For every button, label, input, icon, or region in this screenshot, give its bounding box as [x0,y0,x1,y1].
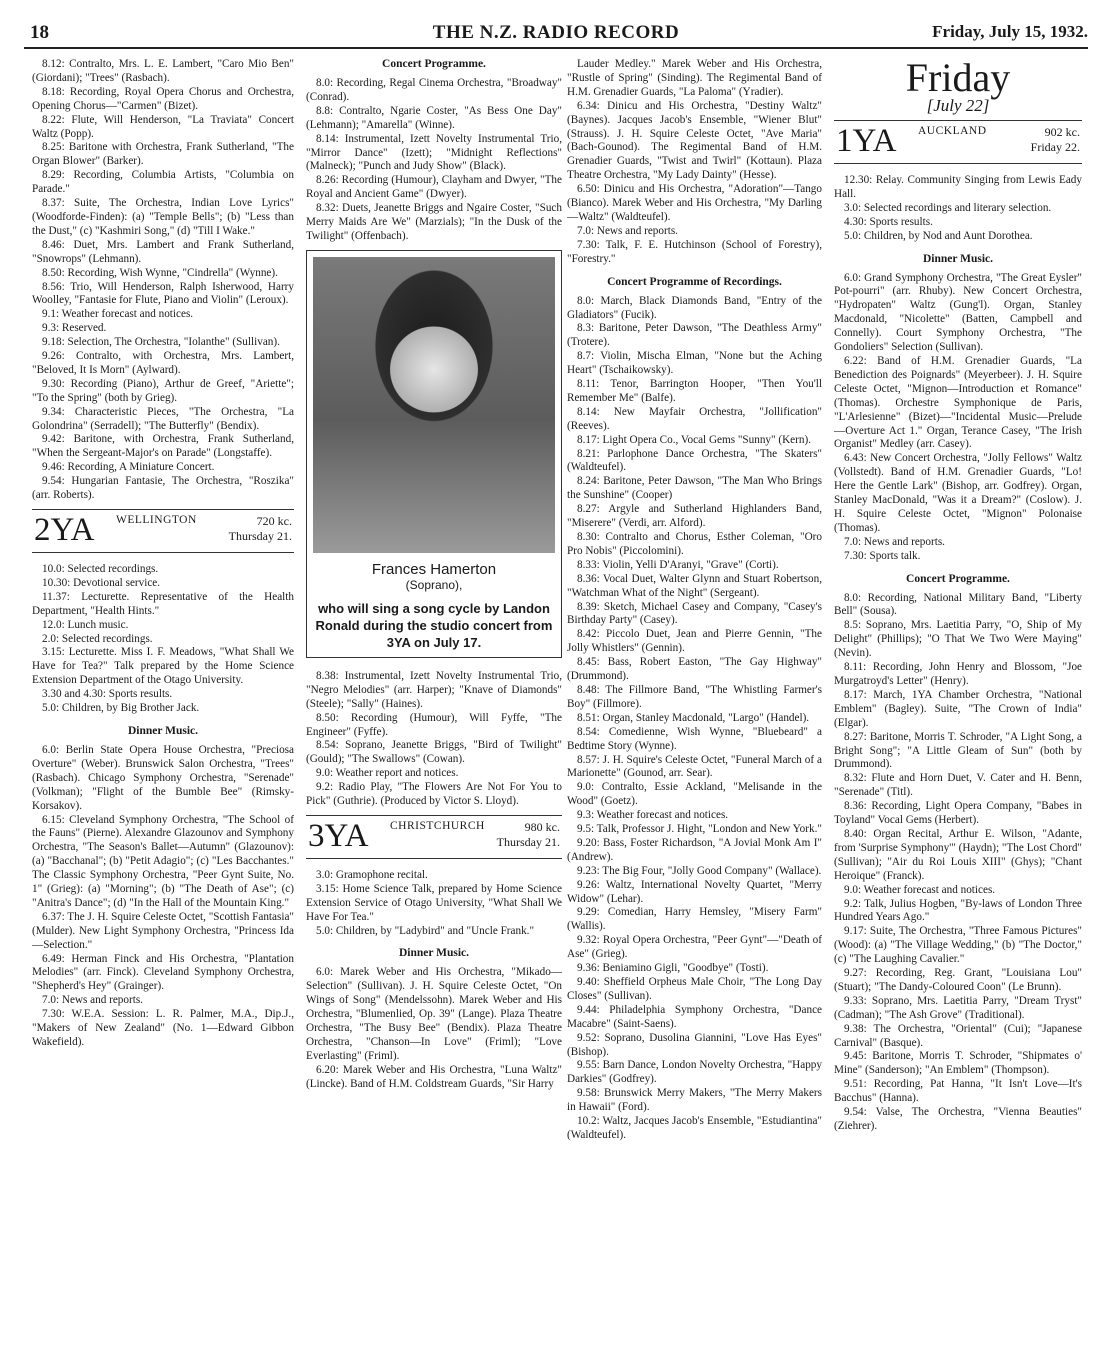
day-name: Friday [905,55,1011,100]
programme-item: 8.18: Recording, Royal Opera Chorus and Orchestra, Opening Chorus—"Carmen" (Bizet). [32,85,294,112]
section-heading: Dinner Music. [127,724,199,737]
station-call-sign: 2YA [34,512,95,548]
programme-item: 5.0: Children, by Nod and Aunt Dorothea. [844,229,1033,242]
programme-item: 6.20: Marek Weber and His Orchestra, "Luna Waltz" (Lincke). Band of H.M. Coldstream Guards, "Sir Harry [306,1063,562,1090]
programme-item: 8.57: J. H. Squire's Celeste Octet, "Funeral March of a Marionette" (Gounod, arr. Sear). [567,753,822,780]
programme-item: 6.37: The J. H. Squire Celeste Octet, "Scottish Fantasia" (Mulder). New Light Symphony Orchestra, "Princess Ida—Selection." [32,910,294,951]
listing-block [306,77,562,244]
listing-block [834,592,1082,1134]
programme-item: 9.51: Recording, Pat Hanna, "It Isn't Love—It's Bacchus" (Hanna). [834,1078,1082,1105]
programme-item: 8.54: Soprano, Jeanette Briggs, "Bird of Twilight" (Gould); "The Swallows" (Cowan). [306,739,562,766]
programme-item: 9.54: Hungarian Fantasie, The Orchestra, "Roszika" (arr. Roberts). [32,475,294,502]
section-heading: Concert Programme of Recordings. [607,275,782,288]
section-heading: Dinner Music. [922,252,994,265]
programme-item: 9.52: Soprano, Dusolina Giannini, "Love Has Eyes" (Bishop). [567,1031,822,1058]
programme-item: 8.36: Vocal Duet, Walter Glynn and Stuart Robertson, "Watchman What of the Night" (Sergeant). [567,572,822,599]
programme-item: 2.0: Selected recordings. [42,632,153,645]
programme-item: 8.22: Flute, Will Henderson, "La Traviata" Concert Waltz (Popp). [32,113,294,140]
programme-item: 3.15: Lecturette. Miss I. F. Meadows, "What Shall We Have for Tea?" Talk prepared by the Home Science Extension Department of the Otago University. [32,646,294,687]
programme-item: Lauder Medley." Marek Weber and His Orchestra, "Rustle of Spring" (Sinding). The Regimental Band of H.M. Grenadier Guards, "La Paloma" (Yradier). [567,58,822,98]
programme-item: 9.34: Characteristic Pieces, "The Orchestra, "La Golondrina" (Serradell); "The Butterfly" (Bendix). [32,405,294,432]
station-city: CHRISTCHURCH [390,819,485,832]
programme-item: 6.22: Band of H.M. Grenadier Guards, "La Benediction des Poignards" (Meyerbeer). J. H. Squire Celeste Octet, "Mignon—Introduction et Romance" (Thomas). Orchestre Symphonique de Paris, "L'Arlesienne" (Bizet)—"Incidental Music—Prelude—Overture Act 1." Organ, Terance Casey, "The Irish Organist" Medley (arr. Casey). [834,354,1082,451]
programme-item: 9.55: Barn Dance, London Novelty Orchestra, "Happy Darkies" (Godfrey). [567,1059,822,1086]
photo-voice: (Soprano), [405,577,463,592]
programme-item: 8.40: Organ Recital, Arthur E. Wilson, "Adante, from 'Surprise Symphony'" (Haydn); "The Lost Chord" (Sullivan); "Air du Roi Louis XIII" (Ghys); "Chant Heroique" (Franck). [834,827,1082,882]
programme-item: 9.32: Royal Opera Orchestra, "Peer Gynt"—"Death of Ase" (Grieg). [567,934,822,961]
programme-item: 3.0: Gramophone recital. [316,868,428,881]
programme-item: 8.5: Soprano, Mrs. Laetitia Parry, "O, Ship of My Delight" (Phillips); "O That We Two Were Maying" (Nevin). [834,619,1082,660]
header-rule [24,47,1088,49]
programme-item: 9.0: Contralto, Essie Ackland, "Melisande in the Wood" (Goetz). [567,781,822,808]
programme-item: 9.44: Philadelphia Symphony Orchestra, "Dance Macabre" (Saint-Saens). [567,1003,822,1030]
programme-item: 9.29: Comedian, Harry Hemsley, "Misery Farm" (Wallis). [567,906,822,933]
programme-item: 8.38: Instrumental, Izett Novelty Instrumental Trio, "Negro Melodies" (arr. Harper); "Knave of Diamonds" (Steele); "Sally" (Haines). [306,669,562,710]
programme-item: 9.0: Weather report and notices. [316,767,459,780]
programme-item: 5.0: Children, by "Ladybird" and "Uncle Frank." [316,924,535,937]
listing-block [834,272,1082,564]
day-date: [July 22] [926,96,990,115]
programme-item: 9.27: Recording, Reg. Grant, "Louisiana Lou" (Stuart); "The Dandy-Coloured Coon" (Le Brunn). [834,967,1082,993]
programme-item: 9.1: Weather forecast and notices. [42,308,194,321]
programme-item: 8.0: Recording, National Military Band, "Liberty Bell" (Sousa). [834,591,1082,618]
programme-item: 8.8: Contralto, Ngarie Coster, "As Bess One Day" (Lehmann); "Amarella" (Winne). [306,104,562,131]
station-city: WELLINGTON [116,514,197,526]
programme-item: 9.36: Beniamino Gigli, "Goodbye" (Tosti). [577,962,769,975]
programme-item: 10.30: Devotional service. [42,576,161,589]
listing-block [834,174,1082,244]
portrait-image [313,257,555,553]
programme-item: 8.24: Baritone, Peter Dawson, "The Man Who Brings the Sunshine" (Cooper) [567,475,822,502]
programme-item: 9.26: Waltz, International Novelty Quartet, "Merry Widow" (Lehar). [567,878,822,905]
programme-item: 8.29: Recording, Columbia Artists, "Columbia on Parade." [32,169,294,196]
programme-item: 3.0: Selected recordings and literary selection. [844,201,1052,214]
section-heading: Concert Programme. [906,572,1010,585]
listing-block [32,744,294,1050]
programme-item: 6.0: Grand Symphony Orchestra, "The Great Eysler" Pot-pourri" (arr. Rhuby). New Concert Orchestra, "Hydropaten" Waltz (Gung'l). Organ, Stanley Macdonald, "Nicolette" (Batten, Campbell and Connelly). Court Symphony Orchestra, "The Gondoliers" Selection (Sullivan). [834,271,1082,354]
programme-item: 8.50: Recording (Humour), Will Fyffe, "The Engineer" (Fyffe). [306,711,562,738]
programme-item: 9.17: Suite, The Orchestra, "Three Famous Pictures" (Wood): (a) "The Village Wedding," (b) "The Doctor," (c) "The Laughing Cavalier." [834,925,1082,966]
programme-item: 8.0: Recording, Regal Cinema Orchestra, "Broadway" (Conrad). [306,77,562,103]
programme-item: 9.18: Selection, The Orchestra, "Iolanthe" (Sullivan). [42,336,280,349]
programme-item: 8.37: Suite, The Orchestra, Indian Love Lyrics" (Woodforde-Finden): (a) "Temple Bells"; (b) "Less than the Dust," (c) "Kashmiri Song," (d) "Till I Wake." [32,197,294,237]
programme-item: 8.26: Recording (Humour), Clayham and Dwyer, "The Royal and Ancient Game" (Dwyer). [306,174,562,201]
programme-item: 8.50: Recording, Wish Wynne, "Cindrella" (Wynne). [42,266,278,279]
programme-item: 8.33: Violin, Yelli D'Aranyi, "Grave" (Corti). [577,558,779,571]
programme-item: 8.21: Parlophone Dance Orchestra, "The Skaters" (Waldteufel). [567,447,822,474]
column-4 [834,55,1082,1134]
newspaper-title: THE N.Z. RADIO RECORD [432,22,680,43]
programme-item: 9.46: Recording, A Miniature Concert. [42,461,215,474]
programme-item: 8.36: Recording, Light Opera Company, "Babes in Toyland" Vocal Gems (Herbert). [834,800,1082,827]
programme-item: 9.23: The Big Four, "Jolly Good Company" (Wallace). [577,864,822,877]
programme-item: 10.2: Waltz, Jacques Jacob's Ensemble, "Estudiantina" (Waldteufel). [567,1115,822,1141]
programme-item: 10.0: Selected recordings. [42,563,159,575]
programme-item: 9.20: Bass, Foster Richardson, "A Jovial Monk Am I" (Andrew). [567,836,822,863]
page-number: 18 [30,22,49,43]
programme-item: 9.26: Contralto, with Orchestra, Mrs. Lambert, "Beloved, It Is Morn" (Aylward). [32,350,294,376]
column-2 [306,58,562,1092]
station-header-2ya [32,509,294,553]
station-call-sign: 3YA [308,817,369,854]
programme-item: 9.58: Brunswick Merry Makers, "The Merry Makers in Hawaii" (Ford). [567,1087,822,1114]
programme-item: 8.3: Baritone, Peter Dawson, "The Deathless Army" (Trotere). [567,322,822,349]
listing-block [32,563,294,716]
programme-item: 5.0: Children, by Big Brother Jack. [42,702,200,715]
programme-item: 9.33: Soprano, Mrs. Laetitia Parry, "Dream Tryst" (Cadman); "The Ash Grove" (Traditional). [834,994,1082,1021]
programme-item: 3.30 and 4.30: Sports results. [42,688,173,701]
masthead [24,18,1088,48]
programme-item: 8.17: Light Opera Co., Vocal Gems "Sunny" (Kern). [577,433,811,446]
listing-block [306,966,562,1091]
section-heading: Concert Programme. [382,58,486,70]
listing-block [567,58,822,267]
programme-item: 8.56: Trio, Will Henderson, Ralph Isherwood, Harry Woolley, "Fantasie for Flute, Piano and Violin" (Leroux). [32,280,294,307]
programme-item: 7.0: News and reports. [42,994,143,1007]
programme-item: 6.0: Berlin State Opera House Orchestra, "Preciosa Overture" (Weber). Brunswick Salon Orchestra, "Trees" (Rasbach). Chicago Symphony Orchestra, "Serenade" (Volkman); "Flight of the Bumble Bee" (Rimsky-Korsakov). [32,743,294,812]
programme-item: 7.0: News and reports. [844,535,945,548]
station-city: AUCKLAND [918,125,987,137]
programme-item: 8.51: Organ, Stanley Macdonald, "Largo" (Handel). [577,711,810,724]
programme-item: 9.42: Baritone, with Orchestra, Frank Sutherland, "When the Sergeant-Major's on Parade" (Longstaffe). [32,433,294,460]
issue-date: Friday, July 15, 1932. [932,22,1088,41]
programme-item: 9.38: The Orchestra, "Oriental" (Cui); "Japanese Carnival" (Basque). [834,1022,1082,1049]
column-3 [567,58,822,1143]
listing-block [306,670,562,809]
programme-item: 8.11: Tenor, Barrington Hooper, "Then You'll Remember Me" (Balfe). [567,378,822,404]
programme-item: 8.48: The Fillmore Band, "The Whistling Farmer's Boy" (Fillmore). [567,683,822,710]
programme-item: 12.0: Lunch music. [42,618,129,631]
programme-item: 9.45: Baritone, Morris T. Schroder, "Shipmates o' Mine" (Sanderson); "An Emblem" (Thompson). [834,1050,1082,1077]
listing-block [32,58,294,503]
programme-item: 4.30: Sports results. [844,215,933,228]
programme-item: 6.15: Cleveland Symphony Orchestra, "The School of the Fauns" (Pierne). Alexandre Glazounov and Symphony Orchestra, "The Season's Ballet—Autumn" (Glazounov): (a) "Bacchanal"; (b) "Petit Adagio"; (c) "Les Bacchantes." The Classic Symphony Orchestra, "Peer Gynt Suite, No. 1" (Grieg): (a) "Morning"; (b) "The Death of Ase"; (c) "Anitra's Dance"; (d) "In the Hall of the Mountain King." [32,813,294,909]
programme-item: 3.15: Home Science Talk, prepared by Home Science Extension Service of Otago University, "What Shall We Have For Tea." [306,882,562,923]
programme-item: 8.27: Baritone, Morris T. Schroder, "A Light Song, a Bright Song"; "A Little Gleam of Sun" (both by Drummond). [834,730,1082,771]
programme-item: 8.17: March, 1YA Chamber Orchestra, "National Emblem" (Bagley). Suite, "The Crown of India" (Elgar). [834,688,1082,729]
photo-caption: who will sing a song cycle by Landon Ronald during the studio concert from 3YA on July 17. [315,600,553,650]
day-heading [834,55,1082,115]
programme-item: 8.11: Recording, John Henry and Blossom, "Joe Murgatroyd's Letter" (Henry). [834,661,1082,687]
programme-item: 9.3: Weather forecast and notices. [577,809,729,822]
portrait-photo [306,250,562,658]
programme-item: 9.2: Radio Play, "The Flowers Are Not For You to Pick" (Guthrie). (Produced by Victor S. Lloyd). [306,781,562,808]
programme-item: 6.50: Dinicu and His Orchestra, "Adoration"—Tango (Bianco). Marek Weber and His Orchestra, "My Darling —Waltz" (Waldteufel). [567,183,822,223]
station-frequency: 720 kc. [256,514,292,528]
programme-item: 6.34: Dinicu and His Orchestra, "Destiny Waltz" (Baynes). Jacques Jacob's Ensemble, "Wiener Blut" (Strauss). J. H. Squire Celeste Octet, "Ave Maria" (Bach-Gounod). The Regimental Band of H.M. Grenadier Guards, "Twist and Twirl" (Kottaun). Plaza Theatre Orchestra, "My Lady Dainty" (Hesse). [567,99,822,182]
programme-item: 8.32: Flute and Horn Duet, V. Cater and H. Benn, "Serenade" (Titl). [834,772,1082,799]
listing-block [306,869,562,939]
programme-item: 8.30: Contralto and Chorus, Esther Coleman, "Oro Pro Nobis" (Piccolomini). [567,531,822,557]
programme-item: 8.14: New Mayfair Orchestra, "Jollification" (Reeves). [567,405,822,432]
programme-item: 7.30: W.E.A. Session: L. R. Palmer, M.A., Dip.J., "Makers of New Zealand" (No. 1—Edward Gibbon Wakefield). [32,1008,294,1048]
programme-item: 6.43: New Concert Orchestra, "Jolly Fellows" Waltz (Vollstedt). Band of H.M. Grenadier Guards, "Lo! Here the Gentle Lark" (Bishop, arr. Godfrey). Organ, Stanley MacDonald, "Was it a Dream?" (Coslow). J. H. Squire Celeste Octet, "Mignon" Polonaise (Thomas). [834,452,1082,534]
station-header-1ya [834,120,1082,164]
programme-item: 8.7: Violin, Mischa Elman, "None but the Aching Heart" (Tschaikowsky). [567,350,822,377]
programme-item: 8.27: Argyle and Sutherland Highlanders Band, "Miserere" (Verdi, arr. Alford). [567,503,822,530]
station-frequency: 902 kc. [1044,125,1080,139]
listing-block [567,295,822,1143]
programme-item: 8.32: Duets, Jeanette Briggs and Ngaire Coster, "Such Merry Maids Are We" (Marzials); "In the Dusk of the Twilight" (Offenbach). [306,202,562,242]
programme-item: 8.0: March, Black Diamonds Band, "Entry of the Gladiators" (Fucik). [567,294,822,321]
programme-item: 8.14: Instrumental, Izett Novelty Instrumental Trio, "Mirror Dance" (Izett); "Midnight Reflections" (Malneck); "Punch and Judy Show" (Black). [306,132,562,173]
station-frequency: 980 kc. [524,819,560,834]
programme-item: 6.0: Marek Weber and His Orchestra, "Mikado—Selection" (Sullivan). J. H. Squire Celeste Octet, "On Wings of Song" (Mendelssohn). Marek Weber and His Orchestra, "Blumenlied, Op. 39" (Lange). Plaza Theatre Orchestra, "The Busy Bee" (Bendix). Plaza Theatre Orchestra, "Chanson—In Love" (Friml); "Love Everlasting" (Friml). [306,966,562,1062]
programme-item: 7.30: Sports talk. [844,549,921,562]
programme-item: 12.30: Relay. Community Singing from Lewis Eady Hall. [834,174,1082,200]
programme-item: 9.2: Talk, Julius Hogben, "By-laws of London Three Hundred Years Ago." [834,897,1082,924]
station-call-sign: 1YA [836,123,897,159]
programme-item: 8.46: Duet, Mrs. Lambert and Frank Sutherland, "Snowrops" (Lehmann). [32,238,294,265]
programme-item: 9.0: Weather forecast and notices. [844,883,996,896]
programme-item: 8.42: Piccolo Duet, Jean and Pierre Gennin, "The Jolly Whistlers" (Gennin). [567,628,822,655]
programme-item: 9.40: Sheffield Orpheus Male Choir, "The Long Day Closes" (Sullivan). [567,976,822,1002]
programme-item: 9.5: Talk, Professor J. Hight, "London and New York." [577,823,822,836]
station-day: Thursday 21. [228,529,292,543]
programme-item: 7.30: Talk, F. E. Hutchinson (School of Forestry), "Forestry." [567,238,822,265]
column-1 [32,58,294,1050]
programme-item: 8.25: Baritone with Orchestra, Frank Sutherland, "The Organ Blower" (Barker). [32,141,294,168]
photo-name: Frances Hamerton [371,560,497,578]
programme-item: 9.54: Valse, The Orchestra, "Vienna Beauties" (Ziehrer). [834,1106,1082,1132]
programme-item: 8.12: Contralto, Mrs. L. E. Lambert, "Caro Mio Ben" (Giordani); "Trees" (Rasbach). [32,58,294,84]
section-heading: Dinner Music. [398,947,470,960]
programme-item: 7.0: News and reports. [577,224,678,237]
programme-item: 6.49: Herman Finck and His Orchestra, "Plantation Melodies" (arr. Finck). Cleveland Symphony Orchestra, "Shepherd's Hey" (Grainger). [32,952,294,993]
station-header-3ya [306,815,562,859]
programme-item: 9.30: Recording (Piano), Arthur de Greef, "Ariette"; "To the Spring" (both by Grieg). [32,377,294,404]
station-day: Friday 22. [1030,140,1080,154]
programme-item: 8.54: Comedienne, Wish Wynne, "Bluebeard" a Bedtime Story (Wynne). [567,725,822,752]
programme-item: 8.45: Bass, Robert Easton, "The Gay Highway" (Drummond). [567,656,822,683]
programme-item: 9.3: Reserved. [42,322,107,335]
programme-item: 11.37: Lecturette. Representative of the Health Department, "Health Hints." [32,590,294,617]
station-day: Thursday 21. [496,834,560,849]
programme-item: 8.39: Sketch, Michael Casey and Company, "Casey's Birthday Party" (Casey). [567,600,822,627]
